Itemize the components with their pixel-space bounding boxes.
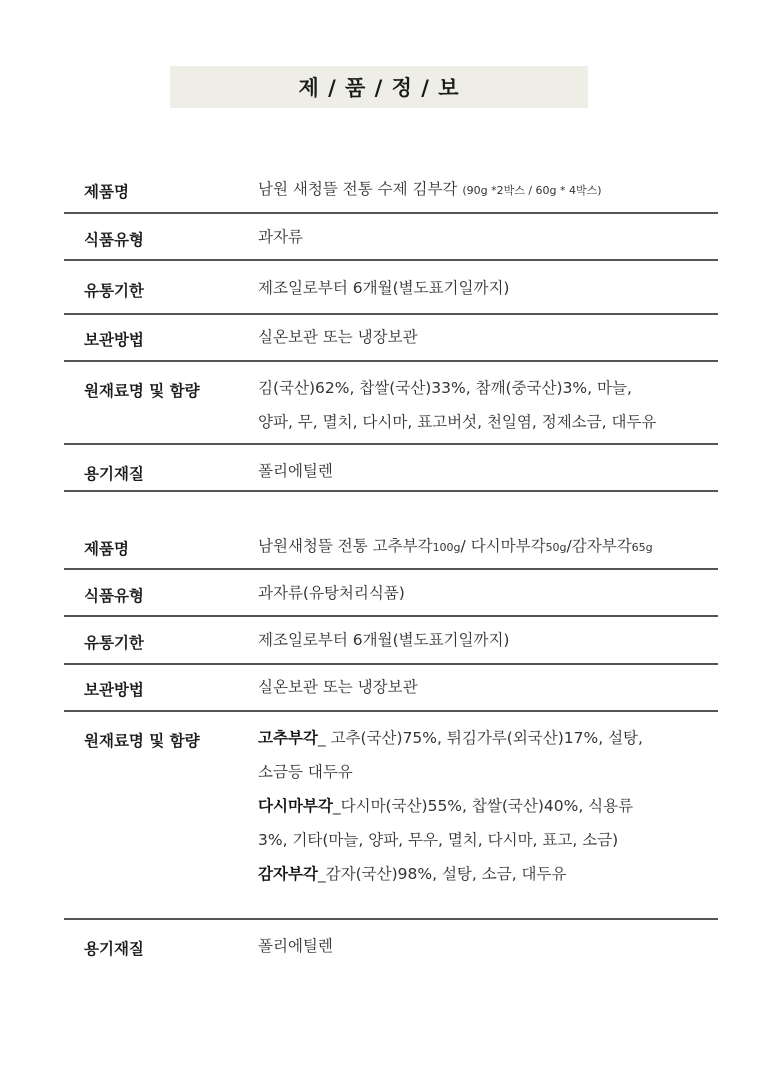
material-value: 폴리에틸렌 (258, 937, 333, 955)
row-container-material (64, 920, 718, 980)
material-label: 용기재질 (84, 940, 144, 958)
product-info-table-1 (64, 168, 718, 492)
potato-title: 감자부각 (258, 865, 318, 883)
product-weight-3: 65g (631, 541, 653, 554)
row-expiry (64, 617, 718, 665)
food-type-value: 과자류(유탕처리식품) (258, 584, 405, 602)
product-name-value (258, 172, 718, 208)
storage-value: 실온보관 또는 냉장보관 (258, 678, 418, 696)
pepper-ingredients-line-2: 소금등 대두유 (258, 763, 353, 781)
ingredients-line-1: 김(국산)62%, 찹쌀(국산)33%, 참깨(중국산)3%, 마늘, (258, 379, 632, 397)
expiry-label: 유통기한 (84, 282, 144, 300)
food-type-label: 식품유형 (84, 587, 144, 605)
storage-value: 실온보관 또는 냉장보관 (258, 328, 418, 346)
row-food-type (64, 570, 718, 617)
material-label: 용기재질 (84, 465, 144, 483)
product-weight-1: 100g (432, 541, 461, 554)
row-expiry (64, 261, 718, 315)
product-name-label: 제품명 (84, 540, 129, 558)
expiry-value: 제조일로부터 6개월(별도표기일까지) (258, 631, 510, 649)
pepper-text: _ 고추(국산)75%, 튀김가루(외국산)17%, 설탕, (317, 729, 643, 747)
ingredients-label: 원재료명 및 함량 (84, 382, 200, 400)
row-ingredients (64, 712, 718, 920)
row-storage (64, 315, 718, 362)
food-type-value: 과자류 (258, 228, 303, 246)
storage-label: 보관방법 (84, 331, 144, 349)
kelp-text: _다시마(국산)55%, 찹쌀(국산)40%, 식용류 (332, 797, 634, 815)
ingredients-label: 원재료명 및 함량 (84, 732, 200, 750)
kelp-ingredients-line-2: 3%, 기타(마늘, 양파, 무우, 멸치, 다시마, 표고, 소금) (258, 831, 619, 849)
product-weight-2: 50g (545, 541, 567, 554)
expiry-value: 제조일로부터 6개월(별도표기일까지) (258, 279, 510, 297)
product-info-table-2 (64, 524, 718, 980)
kelp-title: 다시마부각 (258, 797, 333, 815)
page-title: 제 / 품 / 정 / 보 (170, 66, 588, 108)
expiry-label: 유통기한 (84, 634, 144, 652)
product-name-weight: (90g *2박스 / 60g * 4박스) (462, 184, 602, 197)
ingredients-value (258, 371, 718, 439)
pepper-ingredients-line-1 (258, 721, 718, 755)
product-name-value (258, 529, 718, 565)
ingredients-line-2: 양파, 무, 멸치, 다시마, 표고버섯, 천일염, 정제소금, 대두유 (258, 413, 657, 431)
material-value: 폴리에틸렌 (258, 462, 333, 480)
row-food-type (64, 214, 718, 261)
potato-ingredients-line-1 (258, 857, 718, 891)
row-ingredients (64, 362, 718, 445)
product-name-part-3: /감자부각 (566, 537, 632, 555)
food-type-label: 식품유형 (84, 231, 144, 249)
storage-label: 보관방법 (84, 681, 144, 699)
row-product-name (64, 524, 718, 570)
product-name-part-1: 남원새청뜰 전통 고추부각 (258, 537, 433, 555)
row-container-material (64, 445, 718, 492)
product-name-text: 남원 새청뜰 전통 수제 김부각 (258, 180, 458, 198)
row-product-name (64, 168, 718, 214)
ingredients-value (258, 721, 718, 891)
row-storage (64, 665, 718, 712)
product-name-part-2: / 다시마부각 (460, 537, 546, 555)
product-name-label: 제품명 (84, 183, 129, 201)
pepper-title: 고추부각 (258, 729, 318, 747)
potato-text: _감자(국산)98%, 설탕, 소금, 대두유 (317, 865, 567, 883)
kelp-ingredients-line-1 (258, 789, 718, 823)
